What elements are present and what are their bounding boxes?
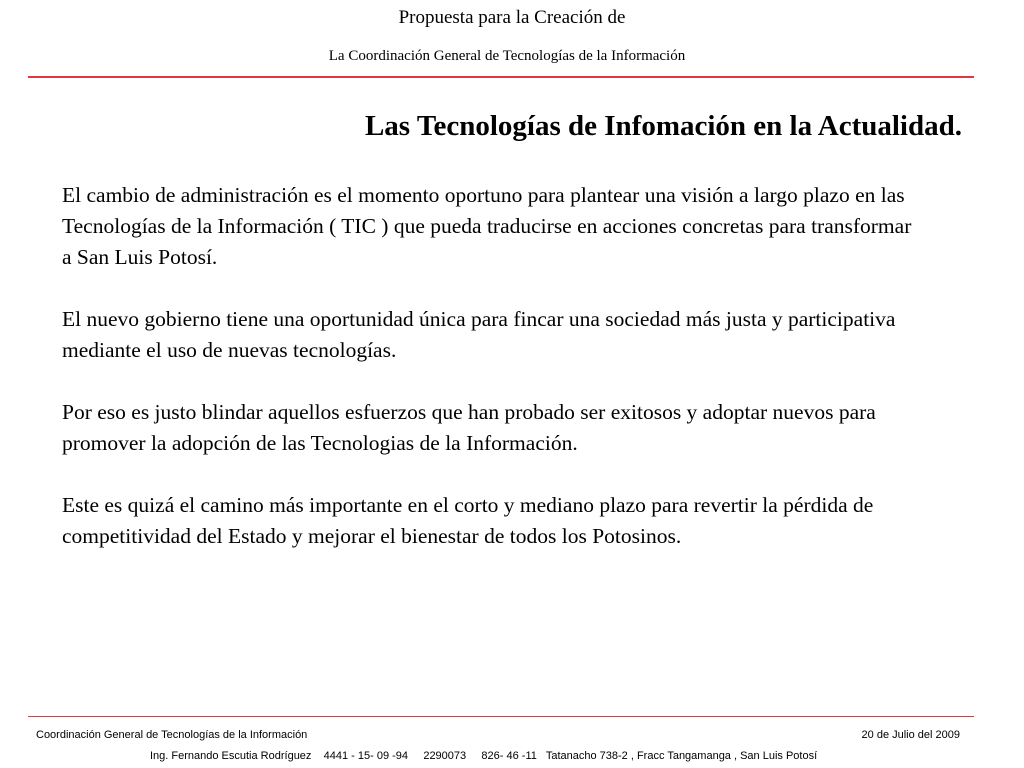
paragraph-1: El cambio de administración es el momento oportuno para plantear una visión a largo plazo en las Tecnologías de la Información ( TIC ) que pueda traducirse en acciones concretas para transformar a San Luis Potosí. — [62, 183, 912, 269]
header-divider — [28, 76, 974, 78]
slide-body — [62, 180, 922, 583]
header-subtitle: La Coordinación General de Tecnologías de la Información — [328, 48, 686, 64]
footer-contact: Ing. Fernando Escutia Rodríguez 4441 - 15- 09 -94 2290073 826- 46 -11 Tatanacho 738-2 , Fracc Tangamanga , San Luis Potosí — [150, 750, 818, 762]
footer-divider — [28, 716, 974, 717]
paragraph-4: Este es quizá el camino más importante en el corto y mediano plazo para revertir la pérdida de competitividad del Estado y mejorar el bienestar de todos los Potosinos. — [62, 493, 874, 548]
paragraph-3: Por eso es justo blindar aquellos esfuerzos que han probado ser exitosos y adoptar nuevos para promover la adopción de las Tecnologias de la Información. — [62, 400, 876, 455]
header-title: Propuesta para la Creación de — [398, 7, 626, 28]
footer-organization: Coordinación General de Tecnologías de la Información — [36, 729, 308, 741]
paragraph-2: El nuevo gobierno tiene una oportunidad única para fincar una sociedad más justa y participativa mediante el uso de nuevas tecnologías. — [62, 307, 896, 362]
slide-title: Las Tecnologías de Infomación en la Actualidad. — [364, 110, 962, 142]
footer-date: 20 de Julio del 2009 — [861, 729, 960, 741]
